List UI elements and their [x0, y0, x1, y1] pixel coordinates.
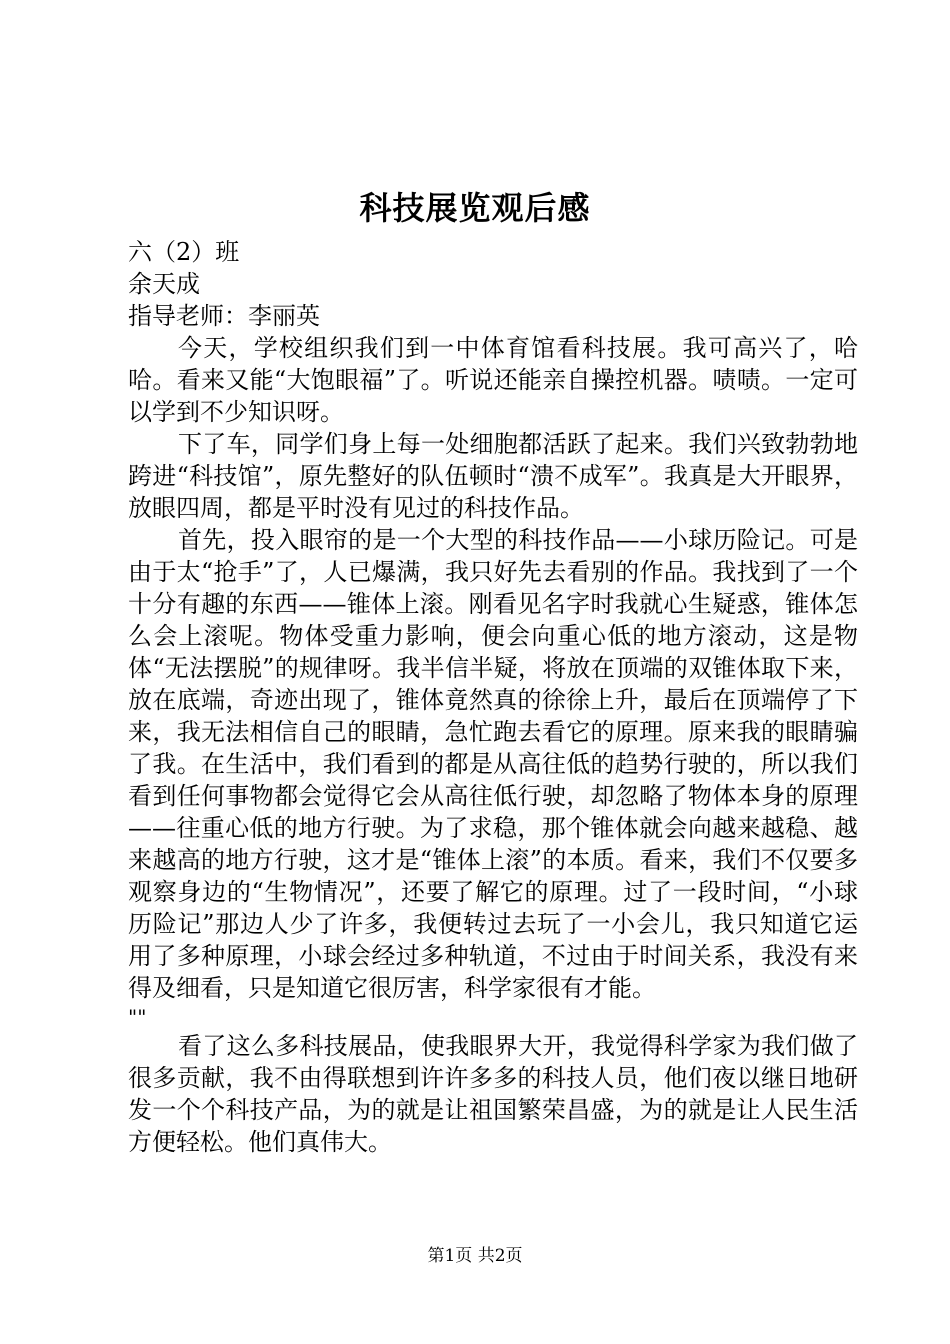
- paragraph-2: 下了车，同学们身上每一处细胞都活跃了起来。我们兴致勃勃地跨进“科技馆”，原先整好的队伍顿时“溃不成军”。我真是大开眼界，放眼四周，都是平时没有见过的科技作品。: [128, 430, 858, 522]
- document-body: [128, 236, 858, 1158]
- author-name: 余天成: [128, 270, 200, 298]
- quote-marks: "": [128, 1005, 147, 1029]
- teacher-name: 指导老师：李丽英: [128, 302, 320, 330]
- paragraph-3: 首先，投入眼帘的是一个大型的科技作品——小球历险记。可是由于太“抢手”了，人已爆满，我只好先去看别的作品。我找到了一个十分有趣的东西——锥体上滚。刚看见名字时我就心生疑惑，锥体怎么会上滚呢。物体受重力影响，便会向重心低的地方滚动，这是物体“无法摆脱”的规律呀。我半信半疑，将放在顶端的双锥体取下来，放在底端，奇迹出现了，锥体竟然真的徐徐上升，最后在顶端停了下来，我无法相信自己的眼睛，急忙跑去看它的原理。原来我的眼睛骗了我。在生活中，我们看到的都是从高往低的趋势行驶的，所以我们看到任何事物都会觉得它会从高往低行驶，却忽略了物体本身的原理——往重心低的地方行驶。为了求稳，那个锥体就会向越来越稳、越来越高的地方行驶，这才是“锥体上滚”的本质。看来，我们不仅要多观察身边的“生物情况”，还要了解它的原理。过了一段时间，“小球历险记”那边人少了许多，我便转过去玩了一小会儿，我只知道它运用了多种原理，小球会经过多种轨道，不过由于时间关系，我没有来得及细看，只是知道它很厉害，科学家很有才能。: [128, 526, 858, 1002]
- paragraph-4: 看了这么多科技展品，使我眼界大开，我觉得科学家为我们做了很多贡献，我不由得联想到许许多多的科技人员，他们夜以继日地研发一个个科技产品，为的就是让祖国繁荣昌盛，为的就是让人民生活方便轻松。他们真伟大。: [128, 1032, 858, 1156]
- paragraph-1: 今天，学校组织我们到一中体育馆看科技展。我可高兴了，哈哈。看来又能“大饱眼福”了。听说还能亲自操控机器。啧啧。一定可以学到不少知识呀。: [128, 334, 858, 426]
- class-name: 六（2）班: [128, 238, 240, 266]
- page-footer: 第1页 共2页: [427, 1246, 523, 1266]
- document-title: 科技展览观后感: [359, 189, 591, 227]
